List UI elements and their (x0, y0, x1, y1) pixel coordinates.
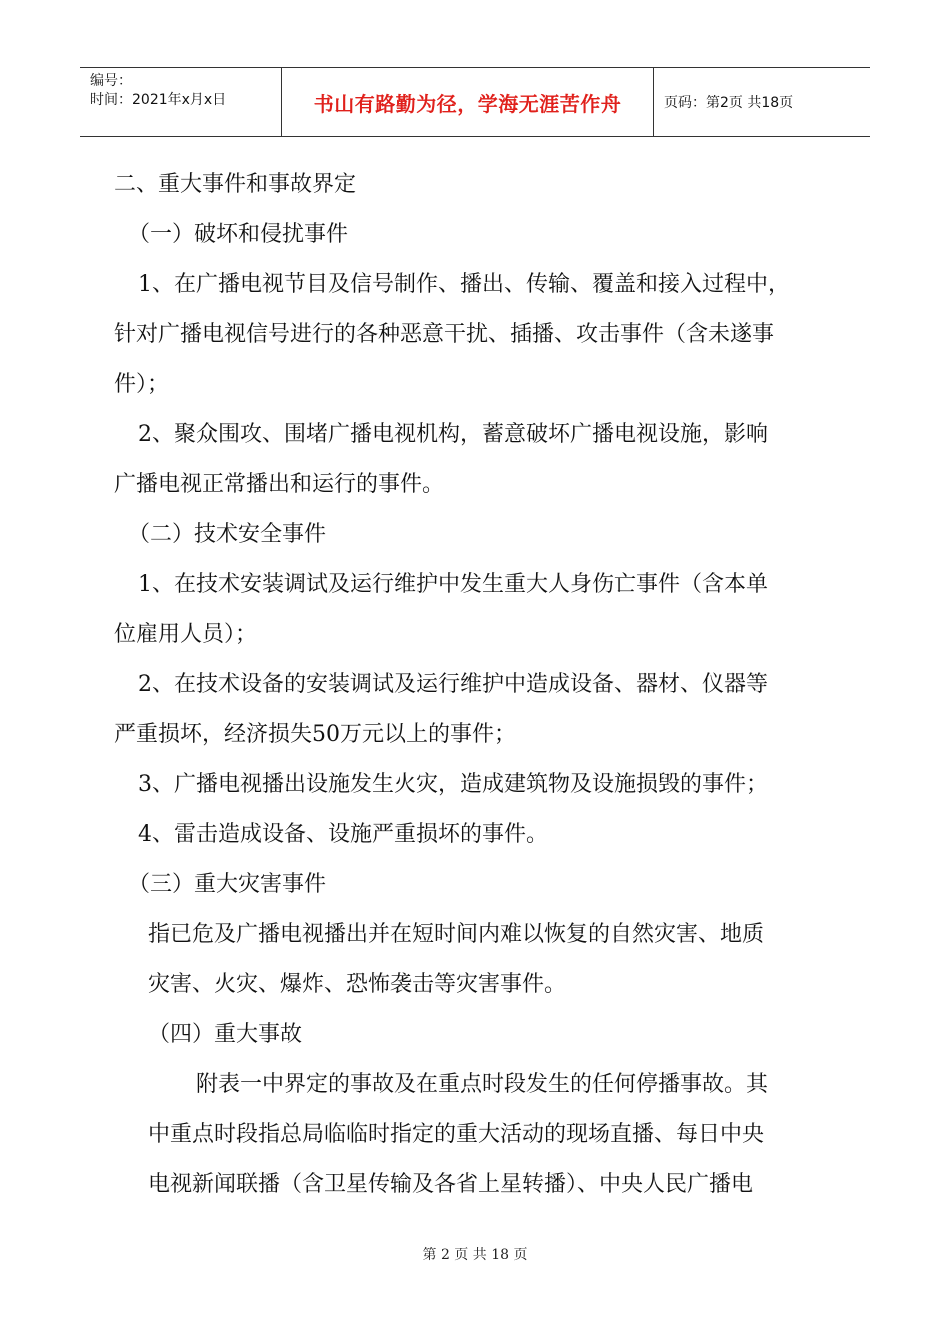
paragraph-line: 中重点时段指总局临临时指定的重大活动的现场直播、每日中央 (148, 1122, 765, 1147)
header-meta (80, 68, 282, 136)
document-number-label: 编号： (90, 73, 132, 89)
subsection-heading: （四）重大事故 (148, 1022, 303, 1047)
header-page-info-cell (654, 68, 870, 136)
subsection-heading: （一）破坏和侵扰事件 (128, 222, 349, 247)
paragraph-line: 灾害、火灾、爆炸、恐怖袭击等灾害事件。 (148, 972, 567, 997)
paragraph-line: 件）； (114, 372, 170, 397)
paragraph-line: 严重损坏，经济损失50万元以上的事件； (114, 722, 516, 747)
paragraph-line: 2、在技术设备的安装调试及运行维护中造成设备、器材、仪器等 (138, 672, 768, 697)
section-heading: 二、重大事件和事故界定 (114, 172, 357, 197)
page-header (80, 67, 870, 137)
header-page-info: 页码：第2页 共18页 (664, 95, 794, 111)
paragraph-line: 1、在广播电视节目及信号制作、播出、传输、覆盖和接入过程中， (138, 272, 790, 297)
page-footer: 第 2 页 共 18 页 (422, 1247, 528, 1263)
paragraph-line: 针对广播电视信号进行的各种恶意干扰、插播、攻击事件（含未遂事 (114, 322, 775, 347)
paragraph-line: 3、广播电视播出设施发生火灾，造成建筑物及设施损毁的事件； (138, 772, 768, 797)
paragraph-line: 指已危及广播电视播出并在短时间内难以恢复的自然灾害、地质 (148, 922, 765, 947)
paragraph-line: 4、雷击造成设备、设施严重损坏的事件。 (138, 822, 548, 847)
document-time-label: 时间：2021年x月x日 (90, 92, 227, 108)
paragraph-line: 位雇用人员）； (114, 622, 258, 647)
subsection-heading: （三）重大灾害事件 (128, 872, 327, 897)
subsection-heading: （二）技术安全事件 (128, 522, 327, 547)
header-motto-cell (282, 68, 654, 136)
paragraph-line: 电视新闻联播（含卫星传输及各省上星转播）、中央人民广播电 (148, 1172, 754, 1197)
header-motto: 书山有路勤为径，学海无涯苦作舟 (313, 91, 622, 116)
paragraph-line: 1、在技术安装调试及运行维护中发生重大人身伤亡事件（含本单 (138, 572, 768, 597)
paragraph-line: 附表一中界定的事故及在重点时段发生的任何停播事故。其 (196, 1072, 769, 1097)
paragraph-line: 2、聚众围攻、围堵广播电视机构，蓄意破坏广播电视设施，影响 (138, 422, 768, 447)
paragraph-line: 广播电视正常播出和运行的事件。 (114, 472, 445, 497)
